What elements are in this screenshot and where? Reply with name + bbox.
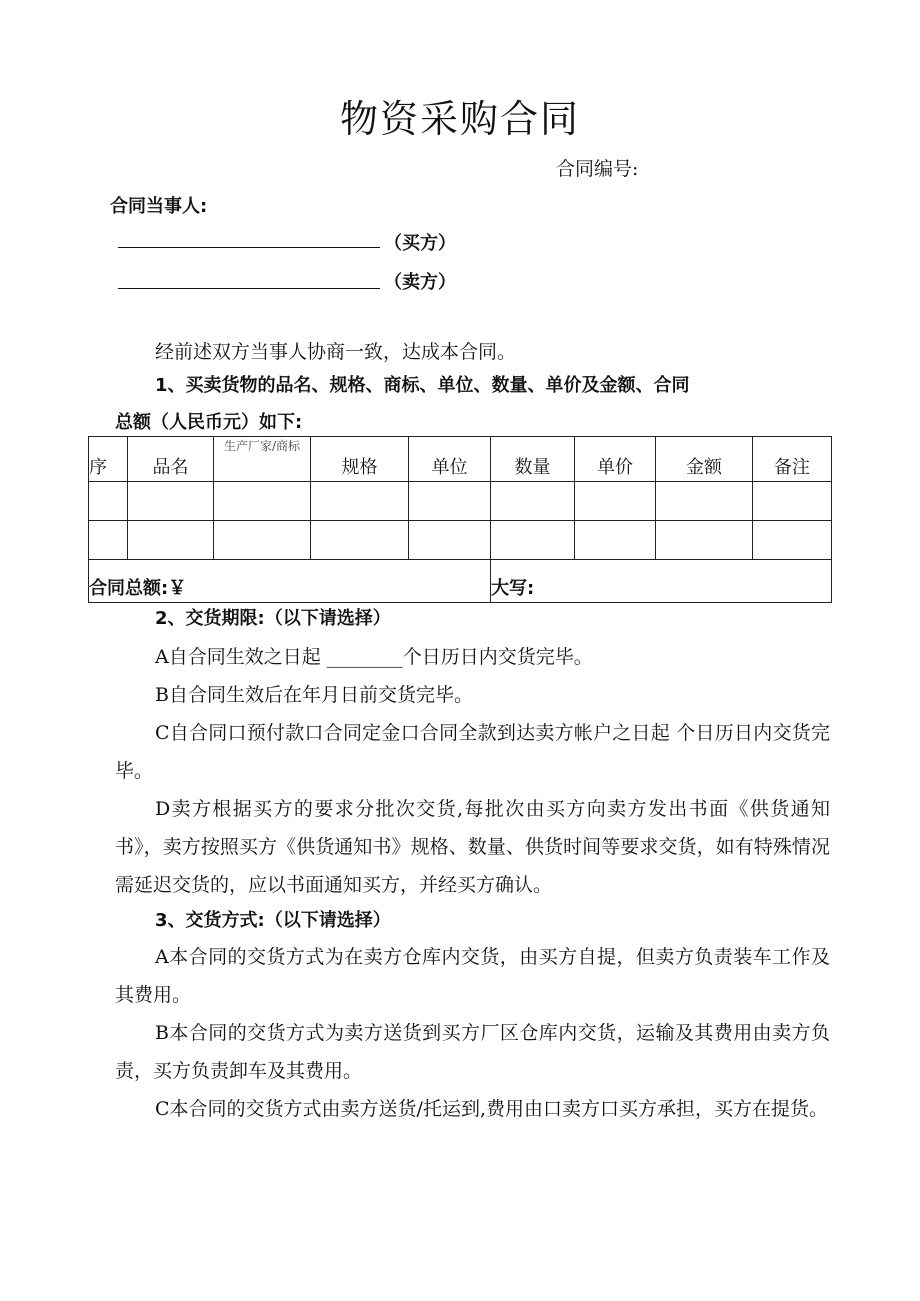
section1-heading-line2: 总额（人民币元）如下: xyxy=(115,412,303,433)
header-amount: 金额 xyxy=(656,437,753,482)
table-cell[interactable] xyxy=(575,521,656,560)
parties-label: 合同当事人: xyxy=(110,196,208,217)
section3-option-a: A本合同的交货方式为在卖方仓库内交货，由买方自提，但卖方负责装车工作及其费用。 xyxy=(115,946,830,1006)
seller-role-label: （卖方） xyxy=(384,272,456,293)
seller-name-line xyxy=(118,288,380,289)
capital-amount-label[interactable]: 大写: xyxy=(491,560,832,603)
table-cell[interactable] xyxy=(409,521,491,560)
header-product-name: 品名 xyxy=(128,437,214,482)
buyer-role-label: （买方） xyxy=(384,233,456,254)
document-title: 物资采购合同 xyxy=(339,97,580,141)
header-manufacturer-text: 生产厂家/商标 xyxy=(223,439,301,453)
total-amount-label[interactable]: 合同总额:￥ xyxy=(89,560,491,603)
goods-table xyxy=(88,436,832,603)
intro-paragraph: 经前述双方当事人协商一致，达成本合同。 xyxy=(155,341,517,363)
table-cell[interactable] xyxy=(89,521,128,560)
table-cell[interactable] xyxy=(491,482,575,521)
header-seq: 序 xyxy=(89,437,128,482)
section3-heading: 3、交货方式:（以下请选择） xyxy=(155,910,391,931)
table-cell[interactable] xyxy=(311,482,409,521)
header-spec: 规格 xyxy=(311,437,409,482)
table-row xyxy=(89,482,832,521)
section1-heading-line1: 1、买卖货物的品名、规格、商标、单位、数量、单价及金额、合同 xyxy=(155,375,690,396)
table-cell[interactable] xyxy=(128,482,214,521)
table-cell[interactable] xyxy=(656,482,753,521)
section2-option-c: C自合同口预付款口合同定金口合同全款到达卖方帐户之日起 个日历日内交货完毕。 xyxy=(115,722,830,782)
section2-heading: 2、交货期限:（以下请选择） xyxy=(155,608,391,629)
section3-option-b: B本合同的交货方式为卖方送货到买方厂区仓库内交货，运输及其费用由卖方负责，买方负责卸车及其费用。 xyxy=(115,1022,830,1082)
section3-option-c: C本合同的交货方式由卖方送货/托运到,费用由口卖方口买方承担，买方在提货。 xyxy=(155,1098,828,1120)
header-unit-price: 单价 xyxy=(575,437,656,482)
table-cell[interactable] xyxy=(311,521,409,560)
header-manufacturer xyxy=(214,437,311,482)
section2-option-b: B自合同生效后在年月日前交货完毕。 xyxy=(155,684,473,706)
header-quantity: 数量 xyxy=(491,437,575,482)
table-cell[interactable] xyxy=(575,482,656,521)
table-cell[interactable] xyxy=(214,521,311,560)
table-cell[interactable] xyxy=(89,482,128,521)
table-total-row xyxy=(89,560,832,603)
buyer-name-line xyxy=(118,247,380,248)
table-cell[interactable] xyxy=(491,521,575,560)
table-row xyxy=(89,521,832,560)
header-unit: 单位 xyxy=(409,437,491,482)
contract-number-label: 合同编号: xyxy=(556,158,639,180)
table-header-row xyxy=(89,437,832,482)
table-cell[interactable] xyxy=(753,482,832,521)
table-cell[interactable] xyxy=(128,521,214,560)
table-cell[interactable] xyxy=(753,521,832,560)
table-cell[interactable] xyxy=(409,482,491,521)
section2-option-a: A自合同生效之日起 ________个日历日内交货完毕。 xyxy=(155,646,593,668)
table-cell[interactable] xyxy=(214,482,311,521)
table-cell[interactable] xyxy=(656,521,753,560)
section2-option-d: D卖方根据买方的要求分批次交货,每批次由买方向卖方发出书面《供货通知书》，卖方按照买方《供货通知书》规格、数量、供货时间等要求交货，如有特殊情况需延迟交货的，应以书面通知买方，并经买方确认。 xyxy=(115,798,830,896)
header-remarks: 备注 xyxy=(753,437,832,482)
